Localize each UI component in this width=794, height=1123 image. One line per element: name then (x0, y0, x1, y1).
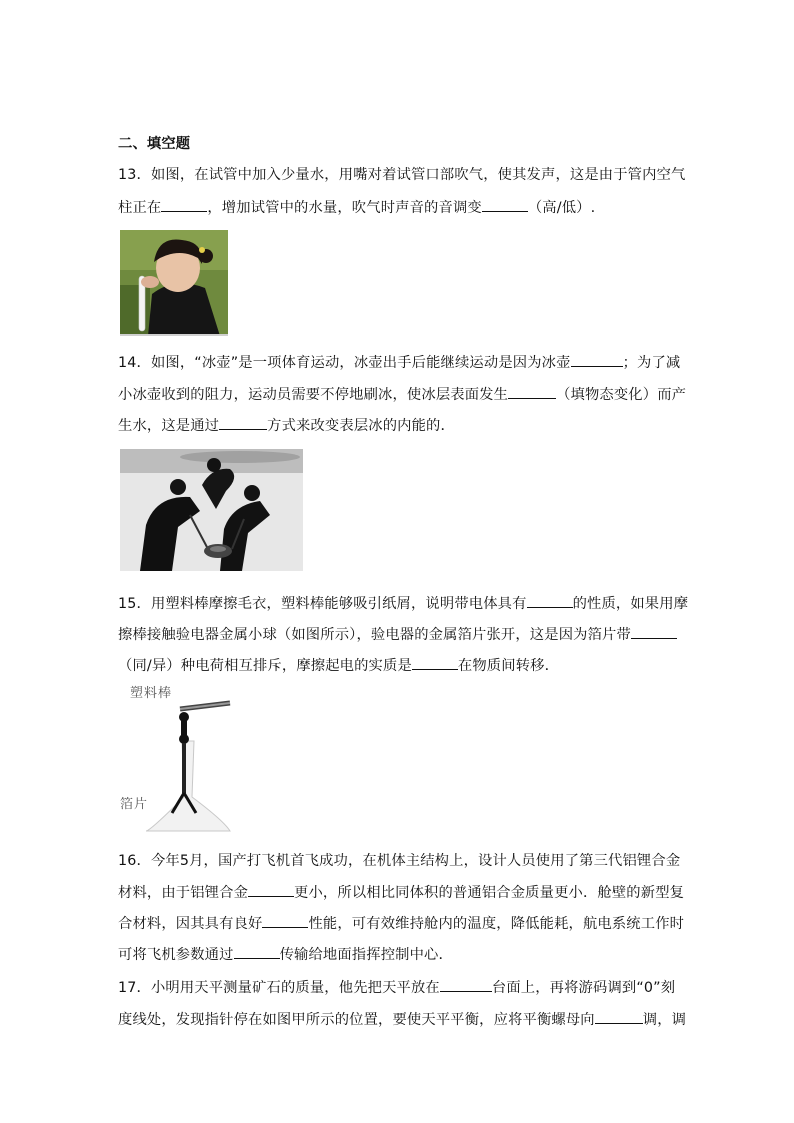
answer-blank[interactable] (527, 594, 573, 608)
q14-line-1 (118, 353, 680, 372)
label-foil: 箔片 (120, 797, 149, 812)
answer-blank[interactable] (571, 353, 623, 367)
q13-text: （高/低）. (527, 200, 596, 216)
q13-photo-girl-blowing-test-tube (120, 230, 228, 336)
answer-blank[interactable] (595, 1010, 643, 1024)
section-title: 二、填空题 (118, 136, 191, 152)
q16-text: 更小，所以相比同体积的普通铝合金质量更小．舱壁的新型复 (294, 885, 685, 901)
q14-text: 生水，这是通过 (118, 418, 220, 434)
answer-blank[interactable] (631, 625, 677, 639)
q17-line-2 (118, 1010, 686, 1029)
q13-text: 柱正在 (118, 200, 162, 216)
q16-line-2 (118, 883, 684, 902)
q15-text: 擦棒接触验电器金属小球（如图所示），验电器的金属箔片张开，这是因为箔片带 (118, 627, 631, 643)
answer-blank[interactable] (482, 198, 528, 212)
q14-text: ；为了减 (622, 355, 681, 371)
q17-text: 台面上，再将游码调到“0”刻 (491, 980, 676, 996)
q17-line-1 (118, 978, 675, 997)
q15-text: 15．用塑料棒摩擦毛衣，塑料棒能够吸引纸屑，说明带电体具有 (118, 596, 527, 612)
answer-blank[interactable] (161, 198, 207, 212)
q14-text: （填物态变化）而产 (556, 387, 687, 403)
q16-text: 性能，可有效维持舱内的温度，降低能耗，航电系统工作时 (308, 916, 685, 932)
q16-line-3 (118, 914, 684, 933)
q13-line-1: 13．如图，在试管中加入少量水，用嘴对着试管口部吹气，使其发声，这是由于管内空气 (118, 167, 686, 183)
q16-line-4 (118, 945, 453, 964)
q17-text: 17．小明用天平测量矿石的质量，他先把天平放在 (118, 980, 440, 996)
answer-blank[interactable] (412, 656, 458, 670)
q14-text: 小冰壶收到的阻力，运动员需要不停地刷冰，使冰层表面发生 (118, 387, 509, 403)
answer-blank[interactable] (508, 385, 556, 399)
answer-blank[interactable] (219, 416, 267, 430)
q16-line-1: 16．今年5月，国产打飞机首飞成功，在机体主结构上，设计人员使用了第三代铝锂合金 (118, 853, 681, 869)
answer-blank[interactable] (440, 978, 492, 992)
q14-text: 14．如图，“冰壶”是一项体育运动，冰壶出手后能继续运动是因为冰壶 (118, 355, 571, 371)
q15-text: 在物质间转移． (457, 658, 560, 674)
q14-line-2 (118, 385, 686, 404)
label-plastic-rod: 塑料棒 (130, 686, 173, 701)
q16-text: 材料，由于铝锂合金 (118, 885, 249, 901)
q15-text: 的性质，如果用摩 (572, 596, 689, 612)
q15-line-3 (118, 656, 559, 675)
q17-text: 度线处，发现指针停在如图甲所示的位置，要使天平平衡，应将平衡螺母向 (118, 1012, 595, 1028)
q16-text: 传输给地面指挥控制中心． (279, 947, 453, 963)
q15-figure-electroscope (120, 681, 238, 840)
answer-blank[interactable] (248, 883, 294, 897)
q16-text: 可将飞机参数通过 (118, 947, 234, 963)
q16-text: 合材料，因其具有良好 (118, 916, 263, 932)
q13-line-2 (118, 198, 595, 217)
q15-line-1 (118, 594, 688, 613)
q13-text: ，增加试管中的水量，吹气时声音的音调变 (207, 200, 482, 216)
q14-line-3 (118, 416, 455, 435)
q17-text: 调，调 (642, 1012, 687, 1028)
answer-blank[interactable] (262, 914, 308, 928)
q15-text: （同/异）种电荷相互排斥，摩擦起电的实质是 (118, 658, 412, 674)
q15-line-2 (118, 625, 677, 644)
q14-photo-curling-sweepers (120, 449, 303, 571)
q14-text: 方式来改变表层冰的内能的． (267, 418, 455, 434)
answer-blank[interactable] (234, 945, 280, 959)
